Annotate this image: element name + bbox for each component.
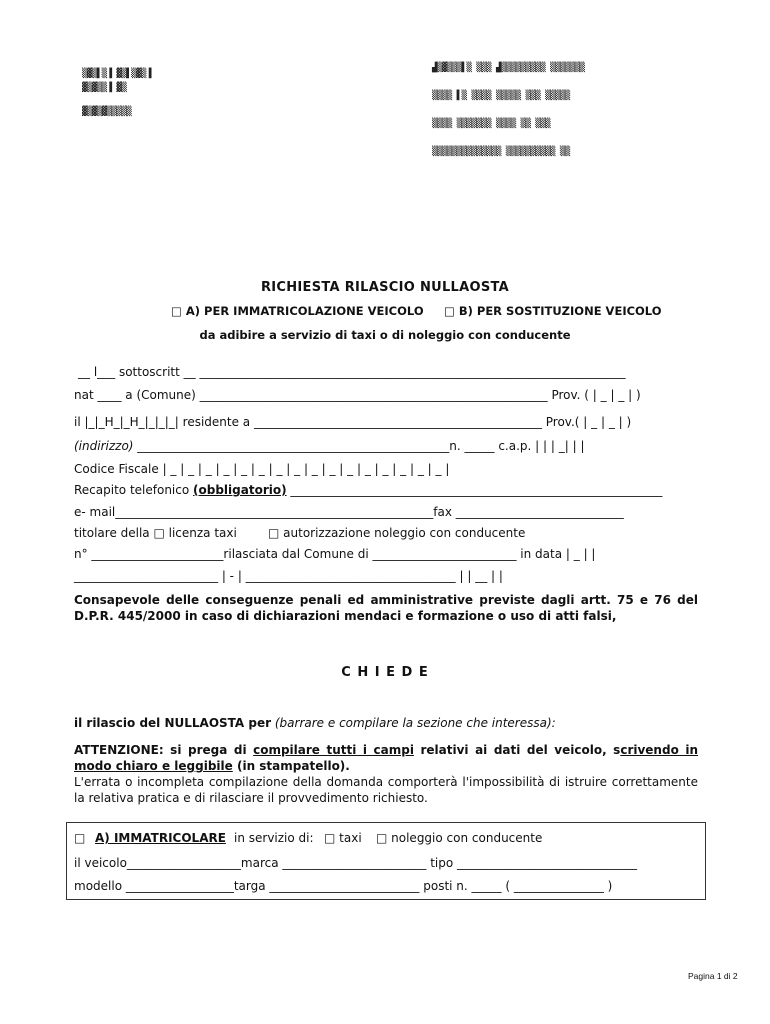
birthplace-field[interactable]: nat ____ a (Comune) __________________________________________________________ Prov. ( | _ | _ | ) <box>74 388 641 402</box>
address-label: (indirizzo) <box>74 439 134 453</box>
release-request <box>74 716 556 730</box>
left-stamp-line: ▒▓▒▌▒▐ ▓▒▌▒▓▒▐ <box>82 69 151 79</box>
release-instructions: (barrare e compilare la sezione che interessa): <box>271 716 556 730</box>
option-b-sostituzione[interactable]: □ B) PER SOSTITUZIONE VEICOLO <box>444 304 662 318</box>
left-stamp <box>82 67 151 119</box>
attention-legible: crivendo in modo chiaro e leggibile <box>74 743 699 773</box>
left-stamp-line: ▓▒▓▒▒▐ ▓▒ <box>82 83 127 93</box>
section-a-ncc-checkbox[interactable]: □ noleggio con conducente <box>376 831 543 845</box>
chiede-heading: C H I E D E <box>341 665 429 680</box>
email-fax-field[interactable]: e- mail_____________________________________________________fax ____________________________ <box>74 505 624 519</box>
attention-fields: compilare tutti i campi <box>253 743 414 757</box>
right-stamp-line: ▒▒▒▒ ▒▒▒▒▒▒▒ ▒▒▒▒ ▒▒ ▒▒▒ <box>432 119 551 129</box>
document-subtitle: da adibire a servizio di taxi o di noleggio con conducente <box>199 328 571 342</box>
release-bold: il rilascio del NULLAOSTA per <box>74 716 272 730</box>
undersigned-field[interactable]: __ l___ sottoscritt __ _______________________________________________________________________ <box>78 365 626 379</box>
section-a-label: A) IMMATRICOLARE <box>95 831 226 845</box>
phone-blanks[interactable]: ______________________________________________________________ <box>286 483 663 497</box>
phone-field[interactable] <box>74 483 662 497</box>
fiscal-code-field[interactable]: Codice Fiscale | _ | _ | _ | _ | _ | _ | _ | _ | _ | _ | _ | _ | _ | _ | _ | _ | <box>74 462 450 476</box>
left-stamp-line: ▓▒▓▒▓▒▒▒▒▒ <box>82 107 132 117</box>
right-stamp-line: ▒▒▒▒▒▒▒▒▒▒▒▒▒▒ ▒▒▒▒▒▒▒▒▒▒ ▒▒ <box>432 147 570 157</box>
attention-lead: ATTENZIONE: si prega di <box>74 743 254 757</box>
license-number-field[interactable]: n° ______________________rilasciata dal Comune di ________________________ in data | _ | | <box>74 547 596 561</box>
section-a-taxi-checkbox[interactable]: □ taxi <box>324 831 362 845</box>
phone-label: Recapito telefonico <box>74 483 194 497</box>
attention-block <box>74 742 698 806</box>
right-stamp-line: ▒▒▒▒ ▌▒ ▒▒▒▒ ▒▒▒▒▒ ▒▒▒ ▒▒▒▒▒ <box>432 91 570 101</box>
mandatory-note: (obbligatorio) <box>193 483 287 497</box>
right-stamp <box>432 54 584 166</box>
address-blanks[interactable]: ____________________________________________________n. _____ c.a.p. | | | _| | | <box>133 439 585 453</box>
attention-warning: L'errata o incompleta compilazione della domanda comporterà l'impossibilità di istruire correttamente la relativa pratica e di rilasciare il provvedimento richiesto. <box>74 775 698 805</box>
right-stamp-line: ▟▒▓▒▒▒▌▒ ▒▒▒ ▟▒▒▒▒▒▒▒▒▒ ▒▒▒▒▒▒▒ <box>432 63 585 73</box>
vehicle-brand-type-field[interactable]: il veicolo___________________marca ________________________ tipo ______________________________ <box>74 856 638 870</box>
attention-caps: (in stampatello). <box>232 759 350 773</box>
section-a-checkbox[interactable]: □ <box>74 831 86 845</box>
ncc-authorization-checkbox[interactable]: □ autorizzazione noleggio con conducente <box>268 526 526 540</box>
license-extra-field[interactable]: ________________________ | - | ___________________________________ | | __ | | <box>74 569 503 583</box>
model-plate-seats-field[interactable]: modello __________________targa _________________________ posti n. _____ ( _______________ ) <box>74 879 613 893</box>
section-a-service-label: in servizio di: <box>234 831 314 845</box>
address-field[interactable] <box>74 439 585 453</box>
option-a-immatricolazione[interactable]: □ A) PER IMMATRICOLAZIONE VEICOLO <box>171 304 424 318</box>
license-taxi-checkbox[interactable]: titolare della □ licenza taxi <box>74 526 237 540</box>
declaration-text: Consapevole delle conseguenze penali ed amministrative previste dagli artt. 75 e 76 del D.P.R. 445/2000 in caso di dichiarazioni mendaci e formazione o uso di atti falsi, <box>74 593 698 623</box>
document-title: RICHIESTA RILASCIO NULLAOSTA <box>260 280 510 295</box>
birthdate-residence-field[interactable]: il |_|_H_|_H_|_|_|_| residente a ________________________________________________ Prov.( | _ | _ | ) <box>74 415 632 429</box>
attention-mid: relativi ai dati del veicolo, s <box>413 743 621 757</box>
page-number: Pagina 1 di 2 <box>688 971 738 981</box>
